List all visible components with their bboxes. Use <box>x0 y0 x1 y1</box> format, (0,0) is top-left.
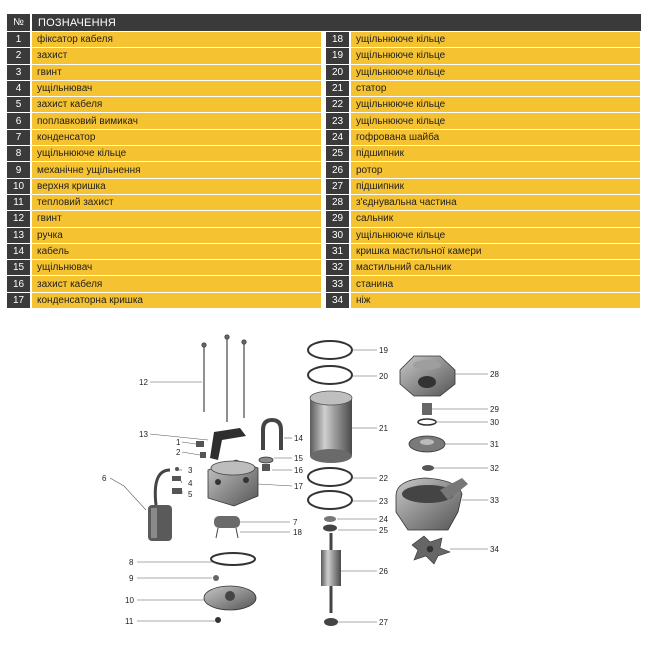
part-name: ущільнювач <box>32 260 321 275</box>
parts-column-left <box>7 32 321 309</box>
callout-15: 15 <box>294 454 303 463</box>
table-row <box>7 195 321 210</box>
part-name: захист <box>32 48 321 63</box>
table-row <box>7 97 321 112</box>
table-row <box>326 162 640 177</box>
part-number: 4 <box>7 81 30 96</box>
parts-table <box>7 14 641 309</box>
callout-9: 9 <box>129 574 134 583</box>
callout-24: 24 <box>379 515 388 524</box>
exploded-diagram <box>0 320 650 650</box>
part-name: тепловий захист <box>32 195 321 210</box>
part-name: ротор <box>351 162 640 177</box>
table-row <box>326 113 640 128</box>
part-number: 11 <box>7 195 30 210</box>
part-name: з'єднувальна частина <box>351 195 640 210</box>
o-ring-part-20 <box>308 366 352 384</box>
part-name: фіксатор кабеля <box>32 32 321 47</box>
part-number: 26 <box>326 162 349 177</box>
part-name: сальник <box>351 211 640 226</box>
part-number: 1 <box>7 32 30 47</box>
part-name: гвинт <box>32 65 321 80</box>
part-number: 5 <box>7 97 30 112</box>
part-number: 34 <box>326 293 349 308</box>
part-number: 10 <box>7 179 30 194</box>
table-row <box>326 195 640 210</box>
callout-28: 28 <box>490 370 499 379</box>
part-number: 25 <box>326 146 349 161</box>
table-row <box>326 211 640 226</box>
part-name: ніж <box>351 293 640 308</box>
table-row <box>7 113 321 128</box>
part-name: ущільнююче кільце <box>32 146 321 161</box>
parts-column-right <box>326 32 640 309</box>
o-ring-part-23 <box>308 491 352 509</box>
table-row <box>7 276 321 291</box>
part-name: ущільнююче кільце <box>351 65 640 80</box>
part-number: 29 <box>326 211 349 226</box>
part-number: 13 <box>7 228 30 243</box>
table-row <box>7 32 321 47</box>
stator-part <box>310 391 352 463</box>
header-title: ПОЗНАЧЕННЯ <box>32 14 641 31</box>
part-name: підшипник <box>351 146 640 161</box>
part-number: 14 <box>7 244 30 259</box>
callout-14: 14 <box>294 434 303 443</box>
callout-32: 32 <box>490 464 499 473</box>
callout-10: 10 <box>125 596 134 605</box>
impeller-part <box>412 536 450 564</box>
table-row <box>326 65 640 80</box>
top-cover-part <box>204 586 256 610</box>
callout-25: 25 <box>379 526 388 535</box>
part-number: 24 <box>326 130 349 145</box>
callout-20: 20 <box>379 372 388 381</box>
table-row <box>326 48 640 63</box>
table-row <box>7 162 321 177</box>
part-number: 33 <box>326 276 349 291</box>
table-row <box>7 65 321 80</box>
callout-6: 6 <box>102 474 107 483</box>
callout-18: 18 <box>293 528 302 537</box>
part-number: 17 <box>7 293 30 308</box>
table-row <box>326 146 640 161</box>
table-row <box>7 146 321 161</box>
table-row <box>326 228 640 243</box>
part-name: механічне ущільнення <box>32 162 321 177</box>
part-number: 8 <box>7 146 30 161</box>
rotor-part <box>321 533 341 613</box>
o-ring-part-22 <box>308 468 352 486</box>
callout-17: 17 <box>294 482 303 491</box>
table-row <box>7 260 321 275</box>
part-name: мастильний сальник <box>351 260 640 275</box>
part-number: 21 <box>326 81 349 96</box>
callout-4: 4 <box>188 479 193 488</box>
table-row <box>326 293 640 308</box>
bolts-part <box>202 335 246 422</box>
capacitor-part <box>214 516 240 538</box>
capacitor-cover-part <box>208 460 258 506</box>
table-row <box>326 260 640 275</box>
callout-23: 23 <box>379 497 388 506</box>
table-header <box>7 14 641 31</box>
part-number: 12 <box>7 211 30 226</box>
table-row <box>7 293 321 308</box>
table-row <box>7 228 321 243</box>
callout-12: 12 <box>139 378 148 387</box>
part-name: конденсаторна кришка <box>32 293 321 308</box>
callout-1: 1 <box>176 438 181 447</box>
part-number: 20 <box>326 65 349 80</box>
part-name: ущільнююче кільце <box>351 48 640 63</box>
part-name: захист кабеля <box>32 276 321 291</box>
table-row <box>326 179 640 194</box>
float-switch-part <box>148 470 172 541</box>
part-name: підшипник <box>351 179 640 194</box>
callout-34: 34 <box>490 545 499 554</box>
part-name: ущільнювач <box>32 81 321 96</box>
part-number: 9 <box>7 162 30 177</box>
part-number: 2 <box>7 48 30 63</box>
callout-27: 27 <box>379 618 388 627</box>
part-name: гофрована шайба <box>351 130 640 145</box>
part-number: 3 <box>7 65 30 80</box>
part-name: ущільнююче кільце <box>351 228 640 243</box>
part-number: 30 <box>326 228 349 243</box>
part-name: кабель <box>32 244 321 259</box>
callout-11: 11 <box>125 617 134 626</box>
part-name: поплавковий вимикач <box>32 113 321 128</box>
part-number: 27 <box>326 179 349 194</box>
callout-26: 26 <box>379 567 388 576</box>
callout-8: 8 <box>129 558 134 567</box>
callout-21: 21 <box>379 424 388 433</box>
part-number: 19 <box>326 48 349 63</box>
callout-2: 2 <box>176 448 181 457</box>
part-number: 16 <box>7 276 30 291</box>
callout-22: 22 <box>379 474 388 483</box>
callout-7: 7 <box>293 518 298 527</box>
handle-part <box>210 428 246 460</box>
part-name: статор <box>351 81 640 96</box>
table-row <box>326 81 640 96</box>
table-row <box>326 97 640 112</box>
part-number: 15 <box>7 260 30 275</box>
part-name: захист кабеля <box>32 97 321 112</box>
part-number: 22 <box>326 97 349 112</box>
part-number: 6 <box>7 113 30 128</box>
table-row <box>7 179 321 194</box>
part-name: ущільнююче кільце <box>351 113 640 128</box>
part-name: станина <box>351 276 640 291</box>
callout-3: 3 <box>188 466 193 475</box>
part-number: 7 <box>7 130 30 145</box>
connection-part <box>400 356 455 396</box>
frame-part <box>396 478 468 530</box>
part-name: конденсатор <box>32 130 321 145</box>
callout-5: 5 <box>188 490 193 499</box>
table-row <box>326 276 640 291</box>
callout-13: 13 <box>139 430 148 439</box>
part-number: 32 <box>326 260 349 275</box>
callout-19: 19 <box>379 346 388 355</box>
callout-29: 29 <box>490 405 499 414</box>
part-number: 18 <box>326 32 349 47</box>
oil-chamber-cover-part <box>409 436 445 452</box>
part-number: 23 <box>326 113 349 128</box>
cable-part <box>263 420 281 450</box>
part-name: кришка мастильної камери <box>351 244 640 259</box>
table-row <box>326 244 640 259</box>
part-name: ущільнююче кільце <box>351 97 640 112</box>
table-row <box>7 81 321 96</box>
callout-16: 16 <box>294 466 303 475</box>
part-name: верхня кришка <box>32 179 321 194</box>
part-name: ущільнююче кільце <box>351 32 640 47</box>
part-number: 31 <box>326 244 349 259</box>
part-name: гвинт <box>32 211 321 226</box>
table-row <box>326 130 640 145</box>
o-ring-part-8 <box>211 553 255 565</box>
part-number: 28 <box>326 195 349 210</box>
callout-33: 33 <box>490 496 499 505</box>
table-row <box>7 130 321 145</box>
callout-30: 30 <box>490 418 499 427</box>
table-row <box>326 32 640 47</box>
o-ring-part-19 <box>308 341 352 359</box>
callout-31: 31 <box>490 440 499 449</box>
header-number: № <box>7 14 30 31</box>
table-row <box>7 211 321 226</box>
table-row <box>7 48 321 63</box>
table-row <box>7 244 321 259</box>
part-name: ручка <box>32 228 321 243</box>
